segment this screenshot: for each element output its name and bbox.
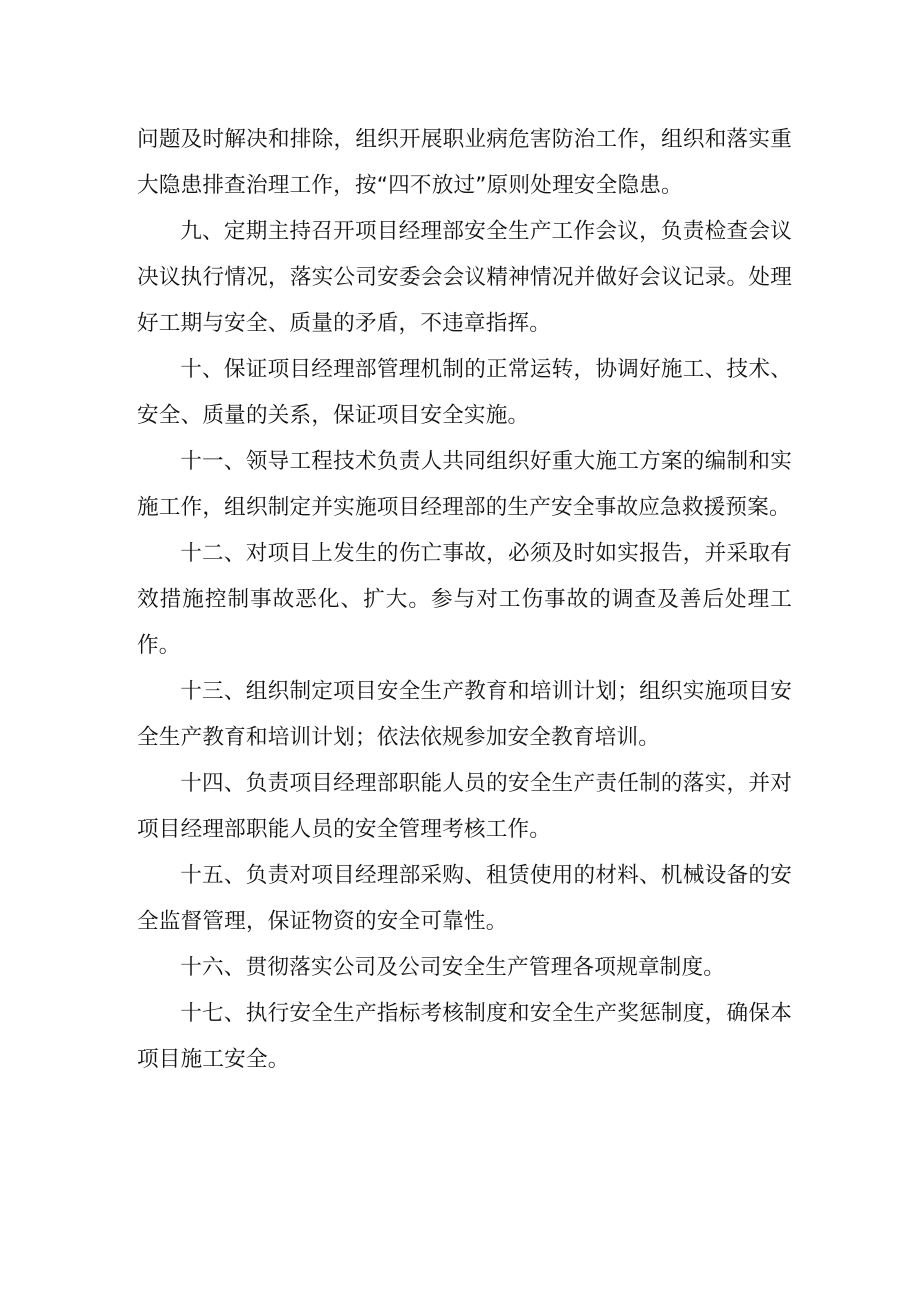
paragraph-item-10: 十、保证项目经理部管理机制的正常运转，协调好施工、技术、安全、质量的关系，保证项目安全实施。	[137, 357, 792, 428]
paragraph-item-9: 九、定期主持召开项目经理部安全生产工作会议，负责检查会议决议执行情况，落实公司安委会会议精神情况并做好会议记录。处理好工期与安全、质量的矛盾，不违章指挥。	[137, 219, 792, 336]
paragraph-item-12: 十二、对项目上发生的伤亡事故，必须及时如实报告，并采取有效措施控制事故恶化、扩大。参与对工伤事故的调查及善后处理工作。	[137, 541, 792, 658]
paragraph-item-15: 十五、负责对项目经理部采购、租赁使用的材料、机械设备的安全监督管理，保证物资的安全可靠性。	[137, 863, 792, 934]
paragraph-item-16: 十六、贯彻落实公司及公司安全生产管理各项规章制度。	[180, 955, 726, 980]
paragraph-item-13: 十三、组织制定项目安全生产教育和培训计划；组织实施项目安全生产教育和培训计划；依法依规参加安全教育培训。	[137, 679, 792, 750]
paragraph-item-14: 十四、负责项目经理部职能人员的安全生产责任制的落实，并对项目经理部职能人员的安全管理考核工作。	[137, 771, 792, 842]
paragraph-item-17: 十七、执行安全生产指标考核制度和安全生产奖惩制度，确保本项目施工安全。	[137, 1001, 792, 1072]
paragraph-item-11: 十一、领导工程技术负责人共同组织好重大施工方案的编制和实施工作，组织制定并实施项目经理部的生产安全事故应急救援预案。	[137, 449, 792, 520]
paragraph-continuation: 问题及时解决和排除，组织开展职业病危害防治工作，组织和落实重大隐患排查治理工作，按“四不放过”原则处理安全隐患。	[137, 127, 792, 198]
document-body	[137, 117, 792, 1083]
